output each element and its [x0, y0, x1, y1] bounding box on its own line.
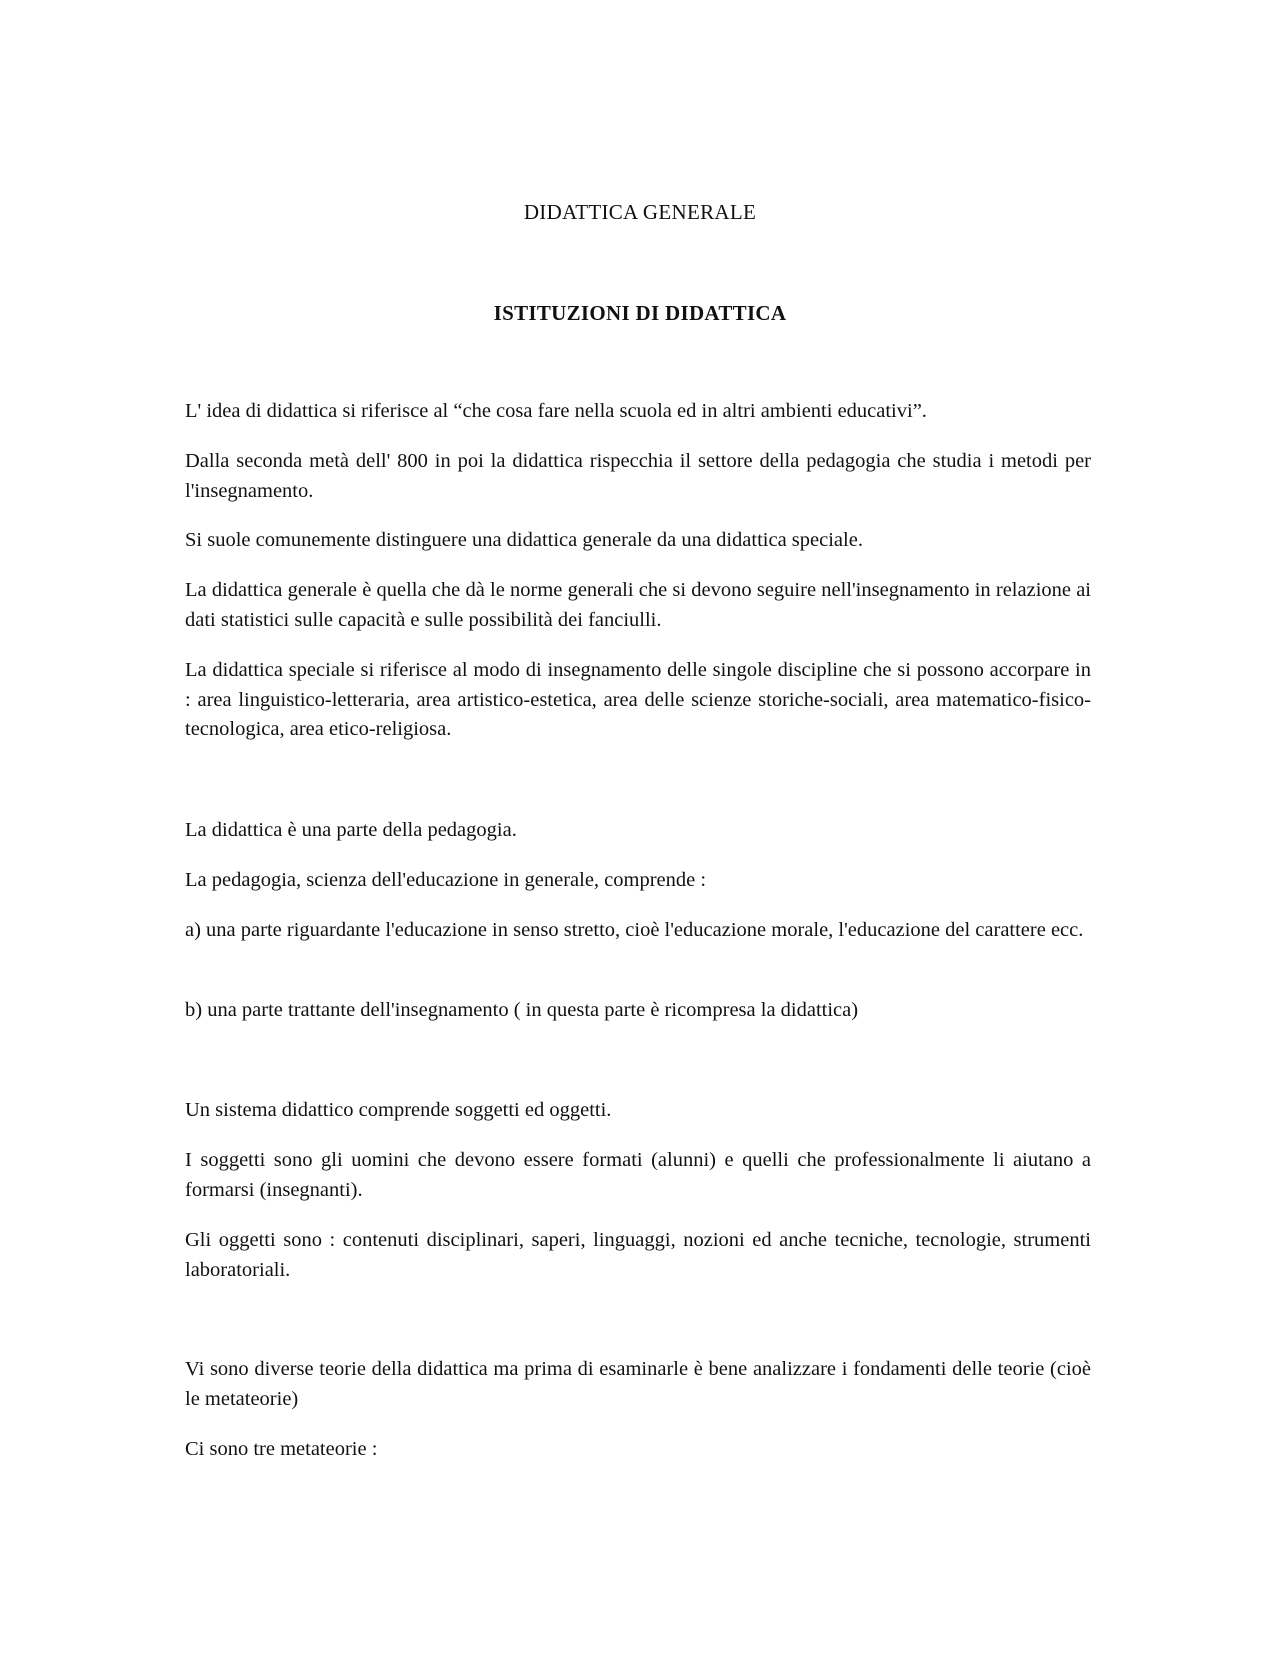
paragraph: La didattica è una parte della pedagogia.	[185, 819, 517, 841]
paragraph: Vi sono diverse teorie della didattica ma prima di esaminarle è bene analizzare i fondamenti delle teorie (cioè le metateorie)	[185, 1358, 1091, 1410]
paragraph: Gli oggetti sono : contenuti disciplinari, saperi, linguaggi, nozioni ed anche tecniche, tecnologie, strumenti laboratoriali.	[185, 1229, 1091, 1281]
paragraph: L' idea di didattica si riferisce al “che cosa fare nella scuola ed in altri ambienti educativi”.	[185, 400, 927, 422]
paragraph: La didattica speciale si riferisce al modo di insegnamento delle singole discipline che si possono accorpare in : area linguistico-letteraria, area artistico-estetica, area delle scienze storiche-sociali, area matematico-fisico-tecnologica, area etico-religiosa.	[185, 659, 1091, 740]
list-item: b) una parte trattante dell'insegnamento ( in questa parte è ricompresa la didattica)	[185, 999, 859, 1021]
paragraph: La pedagogia, scienza dell'educazione in generale, comprende :	[185, 869, 707, 891]
paragraph: Ci sono tre metateorie :	[185, 1438, 378, 1460]
list-item: a) una parte riguardante l'educazione in senso stretto, cioè l'educazione morale, l'educazione del carattere ecc.	[185, 919, 1084, 941]
paragraph: Un sistema didattico comprende soggetti ed oggetti.	[185, 1099, 612, 1121]
paragraph: La didattica generale è quella che dà le norme generali che si devono seguire nell'insegnamento in relazione ai dati statistici sulle capacità e sulle possibilità dei fanciulli.	[185, 579, 1091, 631]
paragraph: Dalla seconda metà dell' 800 in poi la didattica rispecchia il settore della pedagogia che studia i metodi per l'insegnamento.	[185, 450, 1091, 502]
paragraph: Si suole comunemente distinguere una didattica generale da una didattica speciale.	[185, 529, 863, 551]
document-title: DIDATTICA GENERALE	[523, 200, 757, 224]
paragraph: I soggetti sono gli uomini che devono essere formati (alunni) e quelli che professionalmente li aiutano a formarsi (insegnanti).	[185, 1149, 1091, 1201]
document-subtitle: ISTITUZIONI DI DIDATTICA	[493, 301, 787, 325]
